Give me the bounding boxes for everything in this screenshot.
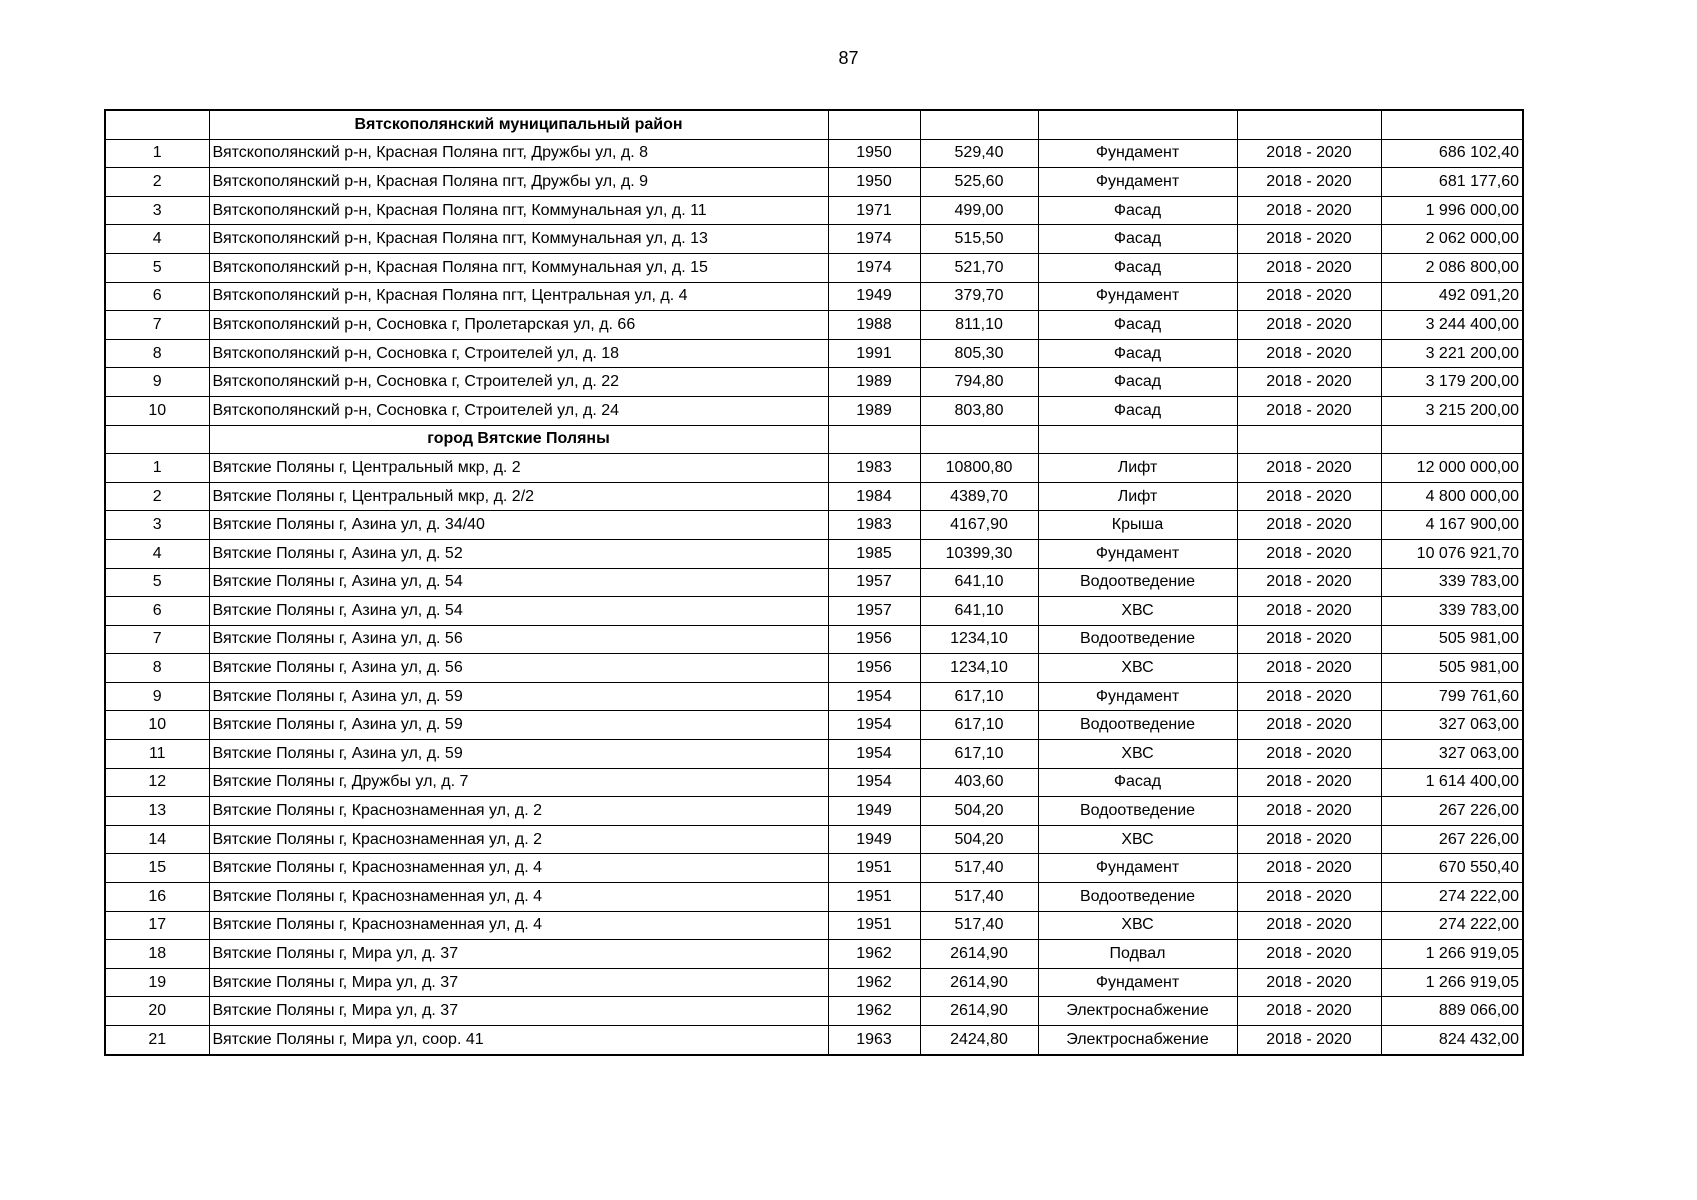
- row-number-cell: 1: [105, 454, 209, 483]
- period-cell: 2018 - 2020: [1237, 368, 1381, 397]
- cost-cell: 3 215 200,00: [1381, 396, 1523, 425]
- section-header-row: [105, 425, 1523, 454]
- table-row: [105, 339, 1523, 368]
- empty-cell: [828, 425, 920, 454]
- area-cell: 641,10: [920, 568, 1038, 597]
- year-cell: 1983: [828, 454, 920, 483]
- cost-cell: 670 550,40: [1381, 854, 1523, 883]
- cost-cell: 327 063,00: [1381, 711, 1523, 740]
- empty-cell: [1237, 110, 1381, 139]
- year-cell: 1962: [828, 997, 920, 1026]
- table-row: [105, 396, 1523, 425]
- row-number-cell: 10: [105, 396, 209, 425]
- cost-cell: 2 062 000,00: [1381, 225, 1523, 254]
- table-row: [105, 682, 1523, 711]
- table-row: [105, 968, 1523, 997]
- address-cell: Вятскополянский р-н, Красная Поляна пгт, Дружбы ул, д. 9: [209, 168, 828, 197]
- address-cell: Вятскополянский р-н, Красная Поляна пгт, Коммунальная ул, д. 11: [209, 196, 828, 225]
- work-type-cell: Фундамент: [1038, 282, 1237, 311]
- work-type-cell: Фасад: [1038, 339, 1237, 368]
- address-cell: Вятские Поляны г, Дружбы ул, д. 7: [209, 768, 828, 797]
- work-type-cell: ХВС: [1038, 825, 1237, 854]
- address-cell: Вятскополянский р-н, Сосновка г, Пролетарская ул, д. 66: [209, 311, 828, 340]
- row-number-cell: 2: [105, 168, 209, 197]
- address-cell: Вятские Поляны г, Азина ул, д. 56: [209, 625, 828, 654]
- row-number-cell: 17: [105, 911, 209, 940]
- period-cell: 2018 - 2020: [1237, 997, 1381, 1026]
- table-row: [105, 139, 1523, 168]
- row-number-cell: 7: [105, 625, 209, 654]
- period-cell: 2018 - 2020: [1237, 825, 1381, 854]
- period-cell: 2018 - 2020: [1237, 1026, 1381, 1055]
- row-number-cell: 9: [105, 682, 209, 711]
- period-cell: 2018 - 2020: [1237, 511, 1381, 540]
- area-cell: 499,00: [920, 196, 1038, 225]
- work-type-cell: ХВС: [1038, 911, 1237, 940]
- cost-cell: 267 226,00: [1381, 797, 1523, 826]
- empty-cell: [1381, 110, 1523, 139]
- table-row: [105, 711, 1523, 740]
- empty-cell: [828, 110, 920, 139]
- year-cell: 1962: [828, 968, 920, 997]
- table-row: [105, 854, 1523, 883]
- period-cell: 2018 - 2020: [1237, 854, 1381, 883]
- period-cell: 2018 - 2020: [1237, 625, 1381, 654]
- cost-cell: 339 783,00: [1381, 597, 1523, 626]
- work-type-cell: ХВС: [1038, 740, 1237, 769]
- table-row: [105, 1026, 1523, 1055]
- address-cell: Вятские Поляны г, Азина ул, д. 56: [209, 654, 828, 683]
- period-cell: 2018 - 2020: [1237, 339, 1381, 368]
- table-row: [105, 482, 1523, 511]
- table-row: [105, 883, 1523, 912]
- work-type-cell: Подвал: [1038, 940, 1237, 969]
- area-cell: 525,60: [920, 168, 1038, 197]
- year-cell: 1991: [828, 339, 920, 368]
- address-cell: Вятские Поляны г, Азина ул, д. 59: [209, 711, 828, 740]
- cost-cell: 4 167 900,00: [1381, 511, 1523, 540]
- period-cell: 2018 - 2020: [1237, 682, 1381, 711]
- year-cell: 1985: [828, 539, 920, 568]
- address-cell: Вятские Поляны г, Азина ул, д. 54: [209, 568, 828, 597]
- work-type-cell: Фасад: [1038, 768, 1237, 797]
- area-cell: 504,20: [920, 825, 1038, 854]
- period-cell: 2018 - 2020: [1237, 568, 1381, 597]
- work-type-cell: Электроснабжение: [1038, 997, 1237, 1026]
- address-cell: Вятские Поляны г, Азина ул, д. 52: [209, 539, 828, 568]
- year-cell: 1954: [828, 740, 920, 769]
- table-row: [105, 568, 1523, 597]
- table-row: [105, 196, 1523, 225]
- year-cell: 1951: [828, 883, 920, 912]
- period-cell: 2018 - 2020: [1237, 282, 1381, 311]
- year-cell: 1949: [828, 282, 920, 311]
- address-cell: Вятскополянский р-н, Красная Поляна пгт, Дружбы ул, д. 8: [209, 139, 828, 168]
- period-cell: 2018 - 2020: [1237, 940, 1381, 969]
- section-title: город Вятские Поляны: [209, 425, 828, 454]
- work-type-cell: Водоотведение: [1038, 625, 1237, 654]
- address-cell: Вятскополянский р-н, Красная Поляна пгт, Центральная ул, д. 4: [209, 282, 828, 311]
- area-cell: 504,20: [920, 797, 1038, 826]
- work-type-cell: Фасад: [1038, 368, 1237, 397]
- work-type-cell: ХВС: [1038, 597, 1237, 626]
- work-type-cell: Водоотведение: [1038, 797, 1237, 826]
- area-cell: 379,70: [920, 282, 1038, 311]
- year-cell: 1954: [828, 682, 920, 711]
- period-cell: 2018 - 2020: [1237, 597, 1381, 626]
- empty-cell: [1381, 425, 1523, 454]
- year-cell: 1974: [828, 253, 920, 282]
- period-cell: 2018 - 2020: [1237, 968, 1381, 997]
- table-row: [105, 368, 1523, 397]
- work-type-cell: Фундамент: [1038, 539, 1237, 568]
- year-cell: 1950: [828, 139, 920, 168]
- work-type-cell: Фасад: [1038, 396, 1237, 425]
- table-row: [105, 454, 1523, 483]
- area-cell: 805,30: [920, 339, 1038, 368]
- row-number-cell: 1: [105, 139, 209, 168]
- address-cell: Вятские Поляны г, Азина ул, д. 54: [209, 597, 828, 626]
- area-cell: 10800,80: [920, 454, 1038, 483]
- area-cell: 2614,90: [920, 997, 1038, 1026]
- row-number-cell: 15: [105, 854, 209, 883]
- cost-cell: 10 076 921,70: [1381, 539, 1523, 568]
- cost-cell: 681 177,60: [1381, 168, 1523, 197]
- work-type-cell: Фасад: [1038, 253, 1237, 282]
- row-number-cell: 10: [105, 711, 209, 740]
- work-type-cell: Электроснабжение: [1038, 1026, 1237, 1055]
- year-cell: 1949: [828, 825, 920, 854]
- year-cell: 1954: [828, 711, 920, 740]
- table-row: [105, 225, 1523, 254]
- period-cell: 2018 - 2020: [1237, 740, 1381, 769]
- work-type-cell: Фундамент: [1038, 968, 1237, 997]
- cost-cell: 339 783,00: [1381, 568, 1523, 597]
- row-number-cell: 5: [105, 568, 209, 597]
- table-row: [105, 625, 1523, 654]
- area-cell: 521,70: [920, 253, 1038, 282]
- area-cell: 811,10: [920, 311, 1038, 340]
- row-number-cell: 21: [105, 1026, 209, 1055]
- period-cell: 2018 - 2020: [1237, 311, 1381, 340]
- year-cell: 1951: [828, 911, 920, 940]
- address-cell: Вятские Поляны г, Мира ул, д. 37: [209, 940, 828, 969]
- table-row: [105, 282, 1523, 311]
- cost-cell: 327 063,00: [1381, 740, 1523, 769]
- address-cell: Вятские Поляны г, Центральный мкр, д. 2: [209, 454, 828, 483]
- empty-cell: [105, 425, 209, 454]
- year-cell: 1984: [828, 482, 920, 511]
- year-cell: 1983: [828, 511, 920, 540]
- row-number-cell: 12: [105, 768, 209, 797]
- table-row: [105, 511, 1523, 540]
- year-cell: 1962: [828, 940, 920, 969]
- row-number-cell: 19: [105, 968, 209, 997]
- address-cell: Вятскополянский р-н, Сосновка г, Строителей ул, д. 22: [209, 368, 828, 397]
- work-type-cell: Водоотведение: [1038, 883, 1237, 912]
- work-type-cell: Фундамент: [1038, 854, 1237, 883]
- row-number-cell: 8: [105, 654, 209, 683]
- register-table: [104, 109, 1524, 1056]
- area-cell: 2614,90: [920, 940, 1038, 969]
- cost-cell: 2 086 800,00: [1381, 253, 1523, 282]
- year-cell: 1956: [828, 654, 920, 683]
- area-cell: 517,40: [920, 911, 1038, 940]
- row-number-cell: 8: [105, 339, 209, 368]
- area-cell: 2614,90: [920, 968, 1038, 997]
- empty-cell: [920, 110, 1038, 139]
- area-cell: 1234,10: [920, 654, 1038, 683]
- address-cell: Вятские Поляны г, Мира ул, соор. 41: [209, 1026, 828, 1055]
- area-cell: 517,40: [920, 883, 1038, 912]
- year-cell: 1950: [828, 168, 920, 197]
- address-cell: Вятские Поляны г, Краснознаменная ул, д. 4: [209, 911, 828, 940]
- empty-cell: [920, 425, 1038, 454]
- section-title: Вятскополянский муниципальный район: [209, 110, 828, 139]
- work-type-cell: Фасад: [1038, 311, 1237, 340]
- cost-cell: 12 000 000,00: [1381, 454, 1523, 483]
- cost-cell: 3 244 400,00: [1381, 311, 1523, 340]
- period-cell: 2018 - 2020: [1237, 797, 1381, 826]
- work-type-cell: Фундамент: [1038, 139, 1237, 168]
- section-header-row: [105, 110, 1523, 139]
- work-type-cell: Водоотведение: [1038, 711, 1237, 740]
- work-type-cell: Лифт: [1038, 454, 1237, 483]
- address-cell: Вятскополянский р-н, Красная Поляна пгт, Коммунальная ул, д. 13: [209, 225, 828, 254]
- period-cell: 2018 - 2020: [1237, 396, 1381, 425]
- address-cell: Вятскополянский р-н, Красная Поляна пгт, Коммунальная ул, д. 15: [209, 253, 828, 282]
- address-cell: Вятские Поляны г, Краснознаменная ул, д. 4: [209, 883, 828, 912]
- cost-cell: 267 226,00: [1381, 825, 1523, 854]
- row-number-cell: 5: [105, 253, 209, 282]
- cost-cell: 3 221 200,00: [1381, 339, 1523, 368]
- row-number-cell: 7: [105, 311, 209, 340]
- period-cell: 2018 - 2020: [1237, 482, 1381, 511]
- cost-cell: 1 266 919,05: [1381, 968, 1523, 997]
- area-cell: 517,40: [920, 854, 1038, 883]
- address-cell: Вятские Поляны г, Центральный мкр, д. 2/2: [209, 482, 828, 511]
- row-number-cell: 2: [105, 482, 209, 511]
- address-cell: Вятские Поляны г, Азина ул, д. 59: [209, 682, 828, 711]
- table-row: [105, 997, 1523, 1026]
- table-row: [105, 654, 1523, 683]
- area-cell: 403,60: [920, 768, 1038, 797]
- address-cell: Вятские Поляны г, Азина ул, д. 59: [209, 740, 828, 769]
- row-number-cell: 4: [105, 225, 209, 254]
- year-cell: 1989: [828, 396, 920, 425]
- row-number-cell: 3: [105, 511, 209, 540]
- address-cell: Вятскополянский р-н, Сосновка г, Строителей ул, д. 18: [209, 339, 828, 368]
- area-cell: 4167,90: [920, 511, 1038, 540]
- empty-cell: [1038, 110, 1237, 139]
- work-type-cell: Лифт: [1038, 482, 1237, 511]
- year-cell: 1949: [828, 797, 920, 826]
- year-cell: 1957: [828, 568, 920, 597]
- area-cell: 617,10: [920, 740, 1038, 769]
- cost-cell: 889 066,00: [1381, 997, 1523, 1026]
- area-cell: 803,80: [920, 396, 1038, 425]
- work-type-cell: Фундамент: [1038, 682, 1237, 711]
- area-cell: 794,80: [920, 368, 1038, 397]
- page-number: 87: [838, 48, 859, 68]
- period-cell: 2018 - 2020: [1237, 768, 1381, 797]
- year-cell: 1989: [828, 368, 920, 397]
- address-cell: Вятские Поляны г, Азина ул, д. 34/40: [209, 511, 828, 540]
- table-row: [105, 768, 1523, 797]
- table-row: [105, 597, 1523, 626]
- table-row: [105, 825, 1523, 854]
- cost-cell: 3 179 200,00: [1381, 368, 1523, 397]
- area-cell: 10399,30: [920, 539, 1038, 568]
- table-row: [105, 311, 1523, 340]
- period-cell: 2018 - 2020: [1237, 883, 1381, 912]
- address-cell: Вятские Поляны г, Краснознаменная ул, д. 4: [209, 854, 828, 883]
- year-cell: 1988: [828, 311, 920, 340]
- cost-cell: 505 981,00: [1381, 654, 1523, 683]
- table-row: [105, 168, 1523, 197]
- work-type-cell: Фасад: [1038, 225, 1237, 254]
- area-cell: 617,10: [920, 682, 1038, 711]
- table-row: [105, 539, 1523, 568]
- row-number-cell: 6: [105, 282, 209, 311]
- register-table-body: [105, 110, 1523, 1055]
- table-row: [105, 911, 1523, 940]
- year-cell: 1956: [828, 625, 920, 654]
- year-cell: 1954: [828, 768, 920, 797]
- cost-cell: 1 266 919,05: [1381, 940, 1523, 969]
- cost-cell: 492 091,20: [1381, 282, 1523, 311]
- work-type-cell: ХВС: [1038, 654, 1237, 683]
- empty-cell: [1038, 425, 1237, 454]
- work-type-cell: Фасад: [1038, 196, 1237, 225]
- cost-cell: 505 981,00: [1381, 625, 1523, 654]
- table-row: [105, 253, 1523, 282]
- area-cell: 641,10: [920, 597, 1038, 626]
- area-cell: 617,10: [920, 711, 1038, 740]
- period-cell: 2018 - 2020: [1237, 196, 1381, 225]
- cost-cell: 4 800 000,00: [1381, 482, 1523, 511]
- year-cell: 1951: [828, 854, 920, 883]
- table-row: [105, 740, 1523, 769]
- area-cell: 2424,80: [920, 1026, 1038, 1055]
- period-cell: 2018 - 2020: [1237, 168, 1381, 197]
- address-cell: Вятские Поляны г, Краснознаменная ул, д. 2: [209, 797, 828, 826]
- row-number-cell: 9: [105, 368, 209, 397]
- work-type-cell: Крыша: [1038, 511, 1237, 540]
- cost-cell: 274 222,00: [1381, 911, 1523, 940]
- area-cell: 4389,70: [920, 482, 1038, 511]
- period-cell: 2018 - 2020: [1237, 654, 1381, 683]
- year-cell: 1971: [828, 196, 920, 225]
- row-number-cell: 14: [105, 825, 209, 854]
- table-row: [105, 940, 1523, 969]
- address-cell: Вятскополянский р-н, Сосновка г, Строителей ул, д. 24: [209, 396, 828, 425]
- area-cell: 529,40: [920, 139, 1038, 168]
- empty-cell: [1237, 425, 1381, 454]
- period-cell: 2018 - 2020: [1237, 139, 1381, 168]
- period-cell: 2018 - 2020: [1237, 539, 1381, 568]
- cost-cell: 824 432,00: [1381, 1026, 1523, 1055]
- row-number-cell: 18: [105, 940, 209, 969]
- period-cell: 2018 - 2020: [1237, 225, 1381, 254]
- empty-cell: [105, 110, 209, 139]
- row-number-cell: 11: [105, 740, 209, 769]
- cost-cell: 686 102,40: [1381, 139, 1523, 168]
- year-cell: 1957: [828, 597, 920, 626]
- period-cell: 2018 - 2020: [1237, 911, 1381, 940]
- area-cell: 515,50: [920, 225, 1038, 254]
- work-type-cell: Фундамент: [1038, 168, 1237, 197]
- cost-cell: 1 614 400,00: [1381, 768, 1523, 797]
- period-cell: 2018 - 2020: [1237, 253, 1381, 282]
- address-cell: Вятские Поляны г, Краснознаменная ул, д. 2: [209, 825, 828, 854]
- row-number-cell: 3: [105, 196, 209, 225]
- work-type-cell: Водоотведение: [1038, 568, 1237, 597]
- year-cell: 1974: [828, 225, 920, 254]
- address-cell: Вятские Поляны г, Мира ул, д. 37: [209, 968, 828, 997]
- period-cell: 2018 - 2020: [1237, 454, 1381, 483]
- cost-cell: 274 222,00: [1381, 883, 1523, 912]
- address-cell: Вятские Поляны г, Мира ул, д. 37: [209, 997, 828, 1026]
- row-number-cell: 13: [105, 797, 209, 826]
- cost-cell: 1 996 000,00: [1381, 196, 1523, 225]
- period-cell: 2018 - 2020: [1237, 711, 1381, 740]
- row-number-cell: 20: [105, 997, 209, 1026]
- table-row: [105, 797, 1523, 826]
- cost-cell: 799 761,60: [1381, 682, 1523, 711]
- row-number-cell: 6: [105, 597, 209, 626]
- row-number-cell: 16: [105, 883, 209, 912]
- year-cell: 1963: [828, 1026, 920, 1055]
- area-cell: 1234,10: [920, 625, 1038, 654]
- row-number-cell: 4: [105, 539, 209, 568]
